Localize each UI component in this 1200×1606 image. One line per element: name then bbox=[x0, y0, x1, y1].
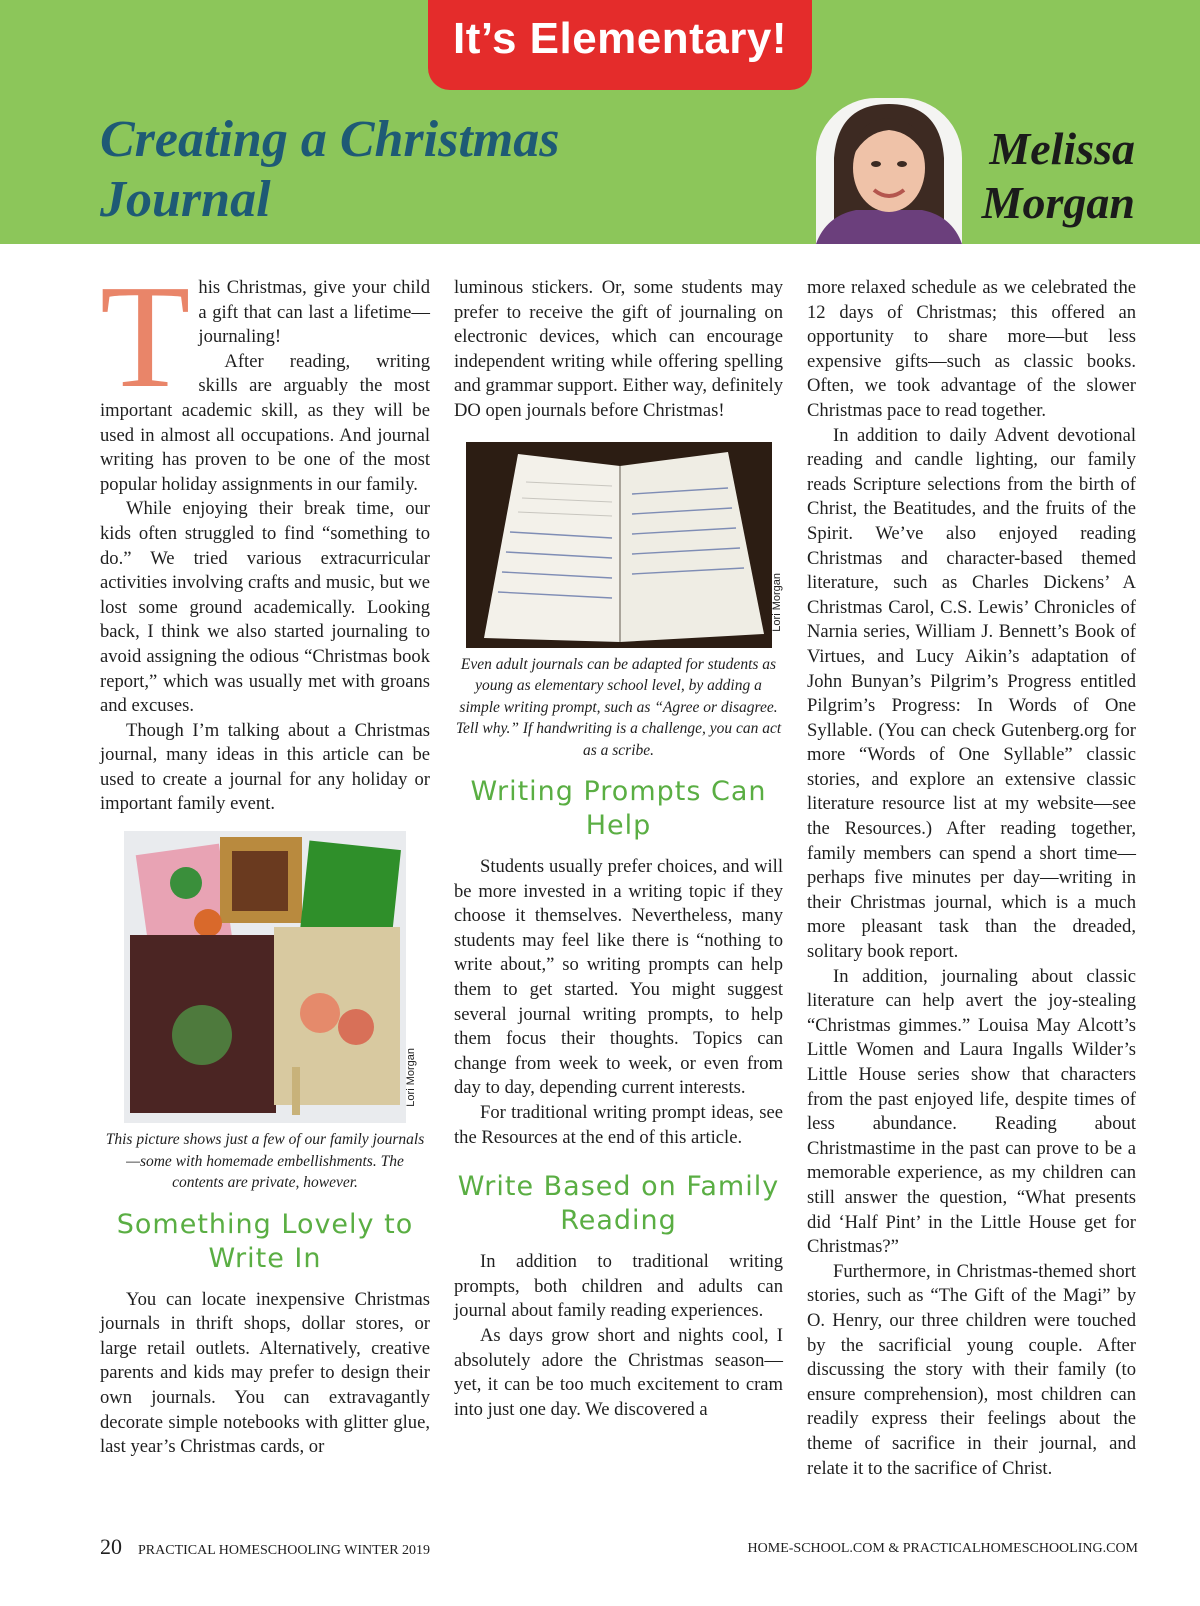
section-heading: Write Based on Family Reading bbox=[457, 1171, 780, 1237]
intro-paragraph bbox=[100, 255, 430, 419]
paragraph: luminous stickers. Or, some students may prefer to receive the gift of journaling on electronic devices, which can encourage independent writing while offering spelling and grammar support. Either way, definitely DO open journals before Christmas! bbox=[454, 277, 783, 421]
page-number: 20 bbox=[100, 1534, 122, 1559]
paragraph: Students usually prefer choices, and will be more invested in a writing topic if they choose it themselves. Nevertheless, many students may feel like there is “nothing to write about,” so writing prompts can help them to get started. You might suggest several journal writing prompts, to help them focus their thoughts. Topics can change from week to week, or even from day to day, depending current interests. bbox=[454, 856, 783, 1099]
paragraph: In addition, journaling about classic literature can help avert the joy-stealing “Christmas gimmes.” Louisa May Alcott’s Little Women and Laura Ingalls Wilder’s Little House series show that characters from the past enjoyed life, despite times of less abundance. Reading about Christmastime in the past can prove to be a memorable experience, as my children can still answer the question, “What presents did ‘Half Pint’ in the Little House get for Christmas?” bbox=[807, 965, 1136, 1258]
section-heading: Something Lovely to Write In bbox=[116, 1208, 414, 1274]
paragraph: more relaxed schedule as we celebrated the 12 days of Christmas; this offered an opportunity to share more—but less expensive gifts—such as classic books. Often, we took advantage of the slower Christmas pace to read together. bbox=[807, 277, 1136, 421]
drop-cap: T bbox=[100, 255, 191, 419]
column-1 bbox=[100, 255, 430, 1460]
journals-photo bbox=[124, 831, 418, 1123]
footer-left bbox=[100, 1534, 430, 1560]
paragraph: As days grow short and nights cool, I absolutely adore the Christmas season—yet, it can be too much excitement to cram into just one day. We discovered a bbox=[454, 1324, 783, 1420]
paragraph: You can locate inexpensive Christmas journals in thrift shops, dollar stores, or large retail outlets. Alternatively, creative parents and kids may prefer to design their own journals. You can extravagantly decorate simple notebooks with glitter glue, last year’s Christmas cards, or bbox=[100, 1288, 430, 1458]
photo-credit: Lori Morgan bbox=[770, 572, 783, 632]
author-name: Melissa Morgan bbox=[981, 123, 1135, 228]
paragraph: While enjoying their break time, our kids often struggled to find “something to do.” We tried various extracurricular activities involving crafts and music, but we lost some ground academically. Looking back, I think we also started journaling to avoid assigning the odious “Christmas book report,” which was usually met with groans and excuses. bbox=[100, 498, 430, 717]
article-title: Creating a Christmas Journal bbox=[100, 111, 560, 228]
open-journal-photo bbox=[466, 442, 783, 648]
intro-text: his Christmas, give your child a gift that can last a lifetime—journaling! bbox=[198, 277, 430, 348]
section-label: It’s Elementary! bbox=[452, 14, 788, 63]
footer-website: HOME-SCHOOL.COM & PRACTICALHOMESCHOOLING.COM bbox=[747, 1541, 1138, 1556]
paragraph: Though I’m talking about a Christmas journal, many ideas in this article can be used to create a journal for any holiday or important family event. bbox=[100, 719, 430, 815]
photo-credit: Lori Morgan bbox=[405, 1048, 418, 1108]
paragraph: Furthermore, in Christmas-themed short stories, such as “The Gift of the Magi” by O. Henry, our three children were touched by the sacrificial young couple. After discussing the story with their family (to ensure comprehension), most children can readily express their feelings about the theme of sacrifice in their journal, and relate it to the sacrifice of Christ. bbox=[807, 1260, 1136, 1479]
paragraph: For traditional writing prompt ideas, see the Resources at the end of this article. bbox=[454, 1102, 783, 1148]
paragraph: In addition to daily Advent devotional reading and candle lighting, our family reads Scripture selections from the birth of Christ, the Beatitudes, and the fruits of the Spirit. We’ve also enjoyed reading Christmas and character-based themed literature, such as Charles Dickens’ A Christmas Carol, C.S. Lewis’ Chronicles of Narnia series, William J. Bennett’s Book of Virtues, and Lucy Aikin’s adaptation of John Bunyan’s Pilgrim’s Progress entitled Pilgrim’s Progress: In Words of One Syllable. (You can check Gutenberg.org for more “Words of One Syllable” classic stories, and explore an extensive classic literature resource list at my website—see the Resources.) After reading together, family members can spend a short time—perhaps five minutes per day—writing in their Christmas journal, which is a much more pleasant task than the dreaded, solitary book report. bbox=[807, 424, 1136, 963]
paragraph: After reading, writing skills are arguably the most important academic skill, as they will be used in almost all occupations. And journal writing has proven to be one of the most popular holiday assignments in our family. bbox=[100, 350, 430, 495]
paragraph: In addition to traditional writing prompts, both children and adults can journal about family reading experiences. bbox=[454, 1251, 783, 1322]
photo-caption: Even adult journals can be adapted for students as young as elementary school level, by adding a simple writing prompt, such as “Agree or disagree. Tell why.” If handwriting is a challenge, you can act as a scribe. bbox=[455, 655, 782, 759]
column-2 bbox=[454, 276, 783, 1422]
publication-name: PRACTICAL HOMESCHOOLING WINTER 2019 bbox=[138, 1543, 431, 1558]
photo-caption: This picture shows just a few of our family journals—some with homemade embellishments. The contents are private, however. bbox=[105, 1131, 425, 1192]
section-heading: Writing Prompts Can Help bbox=[470, 776, 767, 842]
column-3 bbox=[807, 276, 1136, 1481]
